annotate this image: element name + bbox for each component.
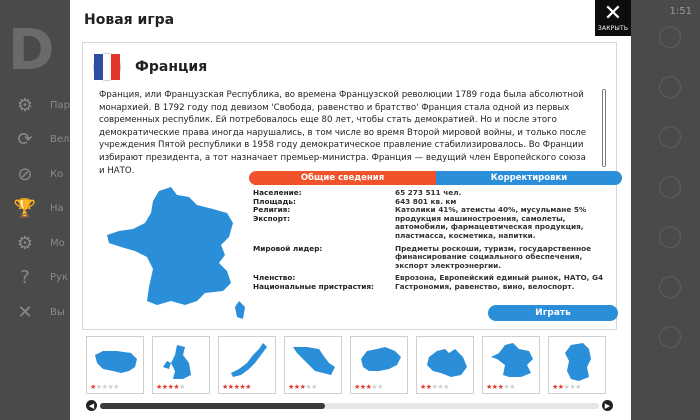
star-filled-icon: ★ — [365, 383, 372, 391]
flag-stripe — [103, 54, 112, 80]
country-shape — [95, 351, 137, 373]
app-logo: D — [8, 18, 55, 83]
star-empty-icon: ★ — [563, 383, 570, 391]
background-menu-label: На — [50, 203, 64, 215]
star-filled-icon: ★ — [239, 383, 246, 391]
info-row — [253, 283, 613, 292]
info-key: Религия: — [253, 205, 291, 215]
scrollbar-thumb[interactable] — [603, 90, 605, 166]
country-shape — [163, 345, 191, 379]
scrollbar-track[interactable] — [100, 403, 599, 409]
background-menu-label: Вы — [50, 306, 65, 318]
background-menu — [14, 88, 74, 330]
country-thumbnails — [82, 336, 617, 396]
star-filled-icon: ★ — [359, 383, 366, 391]
thumb-australia[interactable] — [416, 336, 474, 394]
star-empty-icon: ★ — [575, 383, 581, 391]
star-filled-icon: ★ — [425, 383, 432, 391]
star-filled-icon: ★ — [233, 383, 240, 391]
difficulty-stars — [354, 383, 383, 391]
info-key: Членство: — [253, 273, 296, 283]
background-menu-item — [14, 192, 74, 227]
background-menu-item — [14, 157, 74, 192]
background-menu-label: Мо — [50, 237, 65, 249]
country-silhouette — [421, 341, 471, 383]
star-empty-icon: ★ — [305, 383, 312, 391]
refresh-icon: ⟳ — [17, 129, 33, 151]
difficulty-stars — [552, 383, 581, 391]
star-filled-icon: ★ — [491, 383, 498, 391]
background-menu-item — [14, 226, 74, 261]
difficulty-stars — [156, 383, 185, 391]
star-filled-icon: ★ — [288, 383, 294, 391]
background-right-icons — [650, 24, 690, 374]
star-empty-icon: ★ — [113, 383, 119, 391]
star-filled-icon: ★ — [420, 383, 426, 391]
star-filled-icon: ★ — [156, 383, 162, 391]
star-empty-icon: ★ — [95, 383, 102, 391]
scrollbar-thumb[interactable] — [100, 403, 325, 409]
corsica-shape — [235, 301, 245, 319]
star-filled-icon: ★ — [299, 383, 306, 391]
star-filled-icon: ★ — [167, 383, 174, 391]
star-empty-icon: ★ — [443, 383, 449, 391]
star-filled-icon: ★ — [497, 383, 504, 391]
thumb-germany[interactable] — [548, 336, 606, 394]
star-filled-icon: ★ — [552, 383, 558, 391]
new-game-dialog — [70, 0, 631, 420]
background-menu-label: Рук — [50, 272, 68, 284]
country-shape — [427, 349, 467, 377]
france-shape — [107, 187, 233, 305]
star-filled-icon: ★ — [222, 383, 228, 391]
star-empty-icon: ★ — [107, 383, 114, 391]
star-empty-icon: ★ — [503, 383, 510, 391]
info-key: Национальные пристрастия: — [253, 281, 374, 291]
star-filled-icon: ★ — [557, 383, 564, 391]
star-empty-icon: ★ — [569, 383, 576, 391]
country-name: Франция — [135, 59, 208, 75]
info-value: Гастрономия, равенство, вино, велоспорт. — [395, 281, 575, 291]
background-menu-item — [14, 88, 74, 123]
country-silhouette — [157, 341, 207, 383]
settings-icon: ⚙ — [16, 232, 34, 254]
thumb-canada[interactable] — [350, 336, 408, 394]
background-menu-label: Ко — [50, 168, 64, 180]
scroll-left-icon[interactable]: ◀ — [86, 400, 97, 411]
background-menu-item — [14, 123, 74, 158]
star-empty-icon: ★ — [431, 383, 438, 391]
circle-icon: ◯ — [657, 224, 683, 249]
info-key: Площадь: — [253, 196, 296, 206]
star-filled-icon: ★ — [227, 383, 234, 391]
star-filled-icon: ★ — [161, 383, 168, 391]
star-empty-icon: ★ — [509, 383, 515, 391]
france-map — [101, 183, 251, 323]
country-shape — [293, 347, 335, 375]
star-filled-icon: ★ — [90, 383, 96, 391]
thumb-france[interactable] — [482, 336, 540, 394]
country-silhouette — [355, 341, 405, 383]
difficulty-stars — [420, 383, 449, 391]
clock: 1:51 — [669, 6, 692, 17]
country-detail-panel — [82, 42, 617, 330]
country-shape — [361, 347, 401, 371]
country-silhouette — [91, 341, 141, 383]
thumb-usa[interactable] — [86, 336, 144, 394]
background-menu-item — [14, 261, 74, 296]
star-filled-icon: ★ — [486, 383, 492, 391]
country-silhouette — [289, 341, 339, 383]
star-empty-icon: ★ — [101, 383, 108, 391]
thumb-uk[interactable] — [152, 336, 210, 394]
circle-icon: ◯ — [657, 124, 683, 149]
difficulty-stars — [222, 383, 251, 391]
star-empty-icon: ★ — [311, 383, 317, 391]
trophy-icon: 🏆 — [13, 198, 37, 220]
star-filled-icon: ★ — [173, 383, 180, 391]
close-label: ЗАКРЫТЬ — [597, 24, 629, 32]
info-value: Предметы роскоши, туризм, государственное финансирование социального обеспечения, экспорт электроэнергии. — [395, 243, 592, 270]
country-silhouette — [553, 341, 603, 383]
thumb-japan[interactable] — [218, 336, 276, 394]
country-header — [93, 53, 207, 81]
difficulty-stars — [288, 383, 317, 391]
country-shape — [565, 343, 591, 381]
circle-icon: ◯ — [657, 274, 683, 299]
flag-stripe — [111, 54, 120, 80]
info-key: Население: — [253, 188, 302, 197]
info-value: 643 801 кв. км — [395, 196, 457, 206]
star-empty-icon: ★ — [179, 383, 185, 391]
block-icon: ⊘ — [17, 163, 33, 185]
circle-icon: ◯ — [657, 24, 683, 49]
close-icon: ✕ — [603, 0, 623, 26]
flag-stripe — [94, 54, 103, 80]
circle-icon: ◯ — [657, 74, 683, 99]
info-key: Мировой лидер: — [253, 243, 323, 253]
dialog-title: Новая игра — [84, 12, 175, 28]
dialog-header — [70, 0, 631, 40]
flag-france-icon — [93, 53, 121, 81]
thumbnail-scrollbar[interactable] — [82, 400, 617, 412]
country-description: Франция, или Французская Республика, во времена Французской революции 1789 года была абсолютной монархией. В 1792 году под девизом 'Свобода, равенство и братство' Франция стала одной из первых современных республик. Ей потребовалось еще 80 лет, чтобы стать демократией. Но и после этого демократические права иногда нарушались, в том числе во время Второй мировой войны, и только после учреждения Пятой республики в 1958 году демократическое правление стабилизировалось. Во Франции избирают президента, а тот назначает премьер-министра. Франция — ведущий член Европейского союза и НАТО. — [99, 90, 587, 176]
difficulty-stars — [486, 383, 515, 391]
info-value: Католики 41%, атеисты 40%, мусульмане 5% — [395, 205, 587, 215]
star-empty-icon: ★ — [377, 383, 383, 391]
country-silhouette — [487, 341, 537, 383]
help-icon: ? — [20, 267, 30, 289]
info-row — [253, 215, 613, 241]
gear-icon: ⚙ — [16, 94, 34, 116]
info-value: Еврозона, Европейский единый рынок, НАТО, G4 — [395, 273, 604, 283]
country-shape — [231, 343, 267, 377]
close-button[interactable] — [595, 0, 631, 36]
info-key: Экспорт: — [253, 213, 291, 223]
country-shape — [491, 343, 533, 377]
tab-corrections[interactable]: Корректировки — [436, 171, 622, 185]
country-silhouette — [223, 341, 273, 383]
info-row — [253, 245, 613, 271]
tab-general-info[interactable]: Общие сведения — [249, 171, 436, 185]
description-scrollbar[interactable] — [602, 89, 606, 167]
background-menu-label: Вел — [50, 134, 70, 146]
circle-icon: ◯ — [657, 174, 683, 199]
country-info — [253, 189, 613, 292]
difficulty-stars — [90, 383, 119, 391]
star-empty-icon: ★ — [437, 383, 444, 391]
exit-icon: ✕ — [17, 301, 33, 323]
play-button[interactable]: Играть — [488, 305, 618, 321]
star-empty-icon: ★ — [371, 383, 378, 391]
star-filled-icon: ★ — [354, 383, 360, 391]
star-filled-icon: ★ — [245, 383, 251, 391]
info-value: 65 273 511 чел. — [395, 188, 462, 197]
background-menu-label: Пар — [50, 99, 70, 111]
info-value: продукция машиностроения, самолеты, автомобили, фармацевтическая продукция, пластмасса, косметика, напитки. — [395, 213, 584, 240]
thumb-mexico[interactable] — [284, 336, 342, 394]
background-menu-item — [14, 295, 74, 330]
info-tabs — [249, 171, 623, 185]
circle-icon: ◯ — [657, 324, 683, 349]
scroll-right-icon[interactable]: ▶ — [602, 400, 613, 411]
star-filled-icon: ★ — [293, 383, 300, 391]
